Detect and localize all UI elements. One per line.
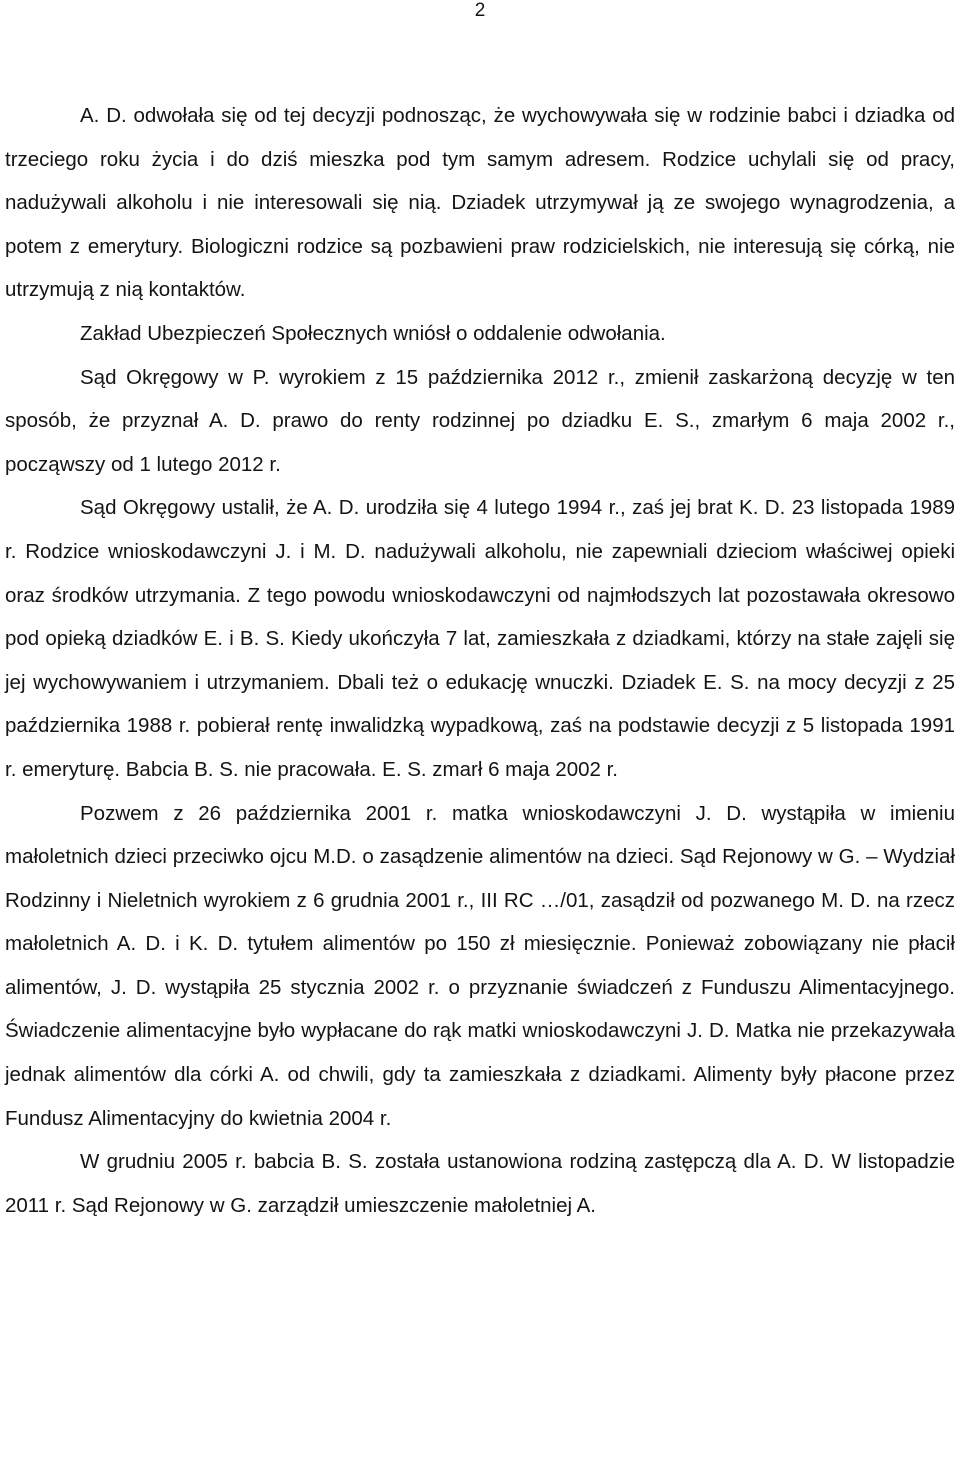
paragraph-foster-family: W grudniu 2005 r. babcia B. S. została ustanowiona rodziną zastępczą dla A. D. W listopadzie 2011 r. Sąd Rejonowy w G. zarządził umieszczenie małoletniej A. <box>5 1150 955 1217</box>
paragraph-appeal: A. D. odwołała się od tej decyzji podnosząc, że wychowywała się w rodzinie babci i dziadka od trzeciego roku życia i do dziś mieszka pod tym samym adresem. Rodzice uchylali się od pracy, nadużywali alkoholu i nie interesowali się nią. Dziadek utrzymywał ją ze swojego wynagrodzenia, a potem z emerytury. Biologiczni rodzice są pozbawieni praw rodzicielskich, nie interesują się córką, nie utrzymują z nią kontaktów. <box>5 104 955 302</box>
paragraph-alimony: Pozwem z 26 października 2001 r. matka wnioskodawczyni J. D. wystąpiła w imieniu małoletnich dzieci przeciwko ojcu M.D. o zasądzenie alimentów na dzieci. Sąd Rejonowy w G. – Wydział Rodzinny i Nieletnich wyrokiem z 6 grudnia 2001 r., III RC …/01, zasądził od pozwanego M. D. na rzecz małoletnich A. D. i K. D. tytułem alimentów po 150 zł miesięcznie. Ponieważ zobowiązany nie płacił alimentów, J. D. wystąpiła 25 stycznia 2002 r. o przyznanie świadczeń z Funduszu Alimentacyjnego. Świadczenie alimentacyjne było wypłacane do rąk matki wnioskodawczyni J. D. Matka nie przekazywała jednak alimentów dla córki A. od chwili, gdy ta zamieszkała z dziadkami. Alimenty były płacone przez Fundusz Alimentacyjny do kwietnia 2004 r. <box>5 801 955 1130</box>
paragraph-zus-response: Zakład Ubezpieczeń Społecznych wniósł o oddalenie odwołania. <box>80 321 666 345</box>
paragraph-judgment: Sąd Okręgowy w P. wyrokiem z 15 października 2012 r., zmienił zaskarżoną decyzję w ten sposób, że przyznał A. D. prawo do renty rodzinnej po dziadku E. S., zmarłym 6 maja 2002 r., począwszy od 1 lutego 2012 r. <box>5 365 955 476</box>
paragraph-findings: Sąd Okręgowy ustalił, że A. D. urodziła się 4 lutego 1994 r., zaś jej brat K. D. 23 listopada 1989 r. Rodzice wnioskodawczyni J. i M. D. nadużywali alkoholu, nie zapewniali dzieciom właściwej opieki oraz środków utrzymania. Z tego powodu wnioskodawczyni od najmłodszych lat pozostawała okresowo pod opieką dziadków E. i B. S. Kiedy ukończyła 7 lat, zamieszkała z dziadkami, którzy na stałe zajęli się jej wychowywaniem i utrzymaniem. Dbali też o edukację wnuczki. Dziadek E. S. na mocy decyzji z 25 października 1988 r. pobierał rentę inwalidzką wypadkową, zaś na podstawie decyzji z 5 listopada 1991 r. emeryturę. Babcia B. S. nie pracowała. E. S. zmarł 6 maja 2002 r. <box>5 496 955 781</box>
document-body <box>5 94 955 1227</box>
page-number: 2 <box>474 0 486 21</box>
